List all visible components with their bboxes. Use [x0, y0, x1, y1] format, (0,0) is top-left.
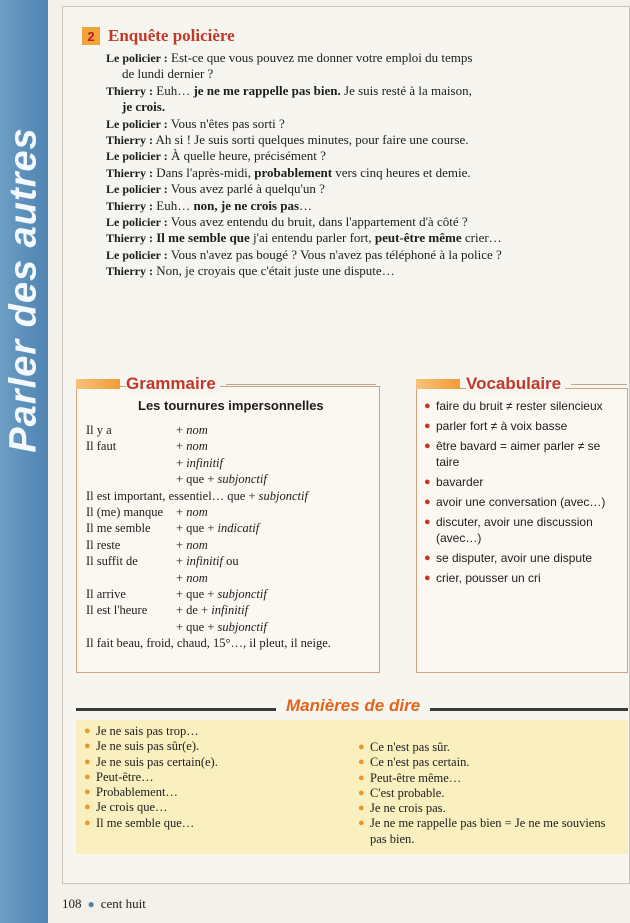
grammar-term: nom	[186, 423, 208, 437]
grammar-text: + que +	[176, 472, 218, 487]
grammaire-subtitle: Les tournures impersonnelles	[138, 398, 324, 413]
page-words: cent huit	[100, 896, 146, 911]
dialogue-line	[106, 181, 566, 197]
expression-item	[84, 785, 334, 800]
grammar-line	[86, 619, 376, 635]
grammar-term: subjonctif	[217, 619, 267, 634]
dialogue-line	[106, 198, 566, 214]
vocab-text: crier, pousser un cri	[436, 571, 541, 585]
grammar-complement	[176, 422, 376, 438]
bullet-icon: ●	[358, 771, 365, 784]
bullet-icon: ●	[84, 801, 91, 814]
expression-item	[84, 800, 334, 815]
grammar-full-text	[86, 488, 308, 504]
emphasized-phrase: peut-être même	[374, 230, 462, 246]
vocab-text: parler fort ≠ à voix basse	[436, 419, 568, 433]
grammar-construction: Il suffit de	[86, 554, 138, 569]
grammar-construction: Il (me) manque	[86, 505, 164, 520]
grammar-text: +	[176, 570, 187, 585]
grammar-term: subjonctif	[217, 587, 267, 602]
emphasized-phrase: non, je ne crois pas	[193, 197, 300, 213]
grammar-term: subjonctif	[217, 472, 267, 487]
emphasized-phrase: probablement	[254, 164, 333, 180]
expression-item	[358, 755, 608, 770]
vocabulaire-header-bar	[416, 379, 460, 389]
grammar-term: nom	[186, 570, 208, 585]
expression-item	[358, 801, 608, 816]
grammar-complement	[176, 471, 376, 487]
vocab-text: se disputer, avoir une dispute	[436, 551, 593, 565]
speaker-name: Thierry :	[106, 83, 153, 98]
dialogue-text: Euh…	[153, 82, 194, 98]
manieres-header	[76, 698, 628, 720]
dialogue-text: Vous n'êtes pas sorti ?	[167, 115, 285, 131]
grammar-complement	[176, 586, 376, 602]
vocabulaire-list	[424, 398, 620, 590]
grammar-complement	[176, 455, 376, 471]
bullet-icon: ●	[358, 741, 365, 753]
dialogue-text: Ah si ! Je suis sorti quelques minutes, pour faire une course.	[153, 132, 469, 148]
dialogue-line	[106, 247, 566, 263]
expression-item	[358, 816, 608, 847]
grammar-complement	[176, 602, 376, 618]
manieres-left-column	[84, 724, 334, 831]
vocab-text: être bavard = aimer parler ≠ se taire	[436, 439, 601, 469]
bullet-icon: ●	[424, 420, 431, 432]
bullet-icon: ●	[84, 770, 91, 783]
grammaire-header-rule	[226, 384, 376, 385]
grammar-term: indicatif	[217, 521, 260, 536]
grammar-construction: Il faut	[86, 439, 117, 454]
dialogue-line	[106, 116, 566, 132]
grammar-text: Il est important, essentiel… que +	[86, 488, 259, 503]
grammar-construction	[86, 619, 176, 635]
expression-item	[84, 755, 334, 770]
grammar-line	[86, 537, 376, 553]
speaker-name: Le policier :	[106, 247, 168, 262]
grammar-complement	[176, 537, 376, 553]
grammar-text: +	[176, 423, 187, 437]
speaker-name: Le policier :	[106, 215, 168, 230]
manieres-rule-left	[76, 708, 276, 711]
dialogue-line	[106, 148, 566, 164]
expression-text: Peut-être…	[96, 769, 154, 784]
grammar-construction	[86, 471, 176, 487]
grammar-text: +	[176, 505, 187, 520]
expression-text: Je crois que…	[96, 800, 168, 815]
bullet-icon: ●	[358, 817, 365, 830]
grammar-line	[86, 553, 376, 569]
side-strip	[0, 0, 48, 923]
expression-item	[84, 816, 334, 831]
section-number-badge: 2	[82, 27, 100, 45]
dialogue-text: crier…	[461, 230, 502, 246]
dialogue-text: Dans l'après-midi,	[153, 164, 255, 180]
grammar-full-text	[86, 635, 331, 651]
expression-item	[84, 770, 334, 785]
dialogue-continuation: de lundi dernier ?	[122, 66, 214, 82]
grammar-construction	[86, 570, 176, 586]
grammar-line	[86, 455, 376, 471]
grammar-complement	[176, 520, 376, 536]
bullet-icon: ●	[424, 440, 431, 452]
expression-text: Probablement…	[96, 785, 178, 800]
bullet-icon: ●	[84, 786, 91, 799]
grammar-text: +	[176, 439, 187, 454]
grammar-line	[86, 586, 376, 602]
vocab-text: avoir une conversation (avec…)	[436, 495, 606, 509]
speaker-name: Thierry :	[106, 264, 153, 279]
speaker-name: Le policier :	[106, 51, 168, 65]
grammar-text: +	[176, 537, 187, 552]
grammar-complement	[176, 570, 376, 586]
grammar-line	[86, 520, 376, 536]
page-number: 108	[62, 896, 82, 911]
grammar-line	[86, 422, 376, 438]
grammar-construction: Il arrive	[86, 587, 126, 602]
dialogue-line	[106, 165, 566, 181]
dialogue-text: Non, je croyais que c'était juste une dispute…	[153, 263, 395, 279]
grammar-construction	[86, 455, 176, 471]
expression-item	[84, 739, 334, 754]
grammaire-title: Grammaire	[126, 374, 220, 394]
grammar-line	[86, 471, 376, 487]
grammaire-header	[76, 374, 376, 394]
dialogue-text: …	[299, 197, 313, 213]
bullet-icon: ●	[84, 755, 91, 768]
grammar-construction: Il me semble	[86, 521, 151, 536]
vocab-item	[424, 398, 620, 414]
dialogue-text: Vous n'avez pas bougé ? Vous n'avez pas téléphoné à la police ?	[167, 246, 502, 262]
grammar-text: + que +	[176, 587, 218, 602]
dialogue-line	[106, 83, 566, 116]
grammar-text: ou	[223, 554, 239, 569]
expression-text: Ce n'est pas certain.	[370, 755, 470, 770]
grammar-construction: Il reste	[86, 537, 121, 552]
grammar-text: + de +	[176, 603, 212, 618]
expression-text: Je ne suis pas certain(e).	[96, 754, 218, 769]
vocab-text: faire du bruit ≠ rester silencieux	[436, 399, 603, 413]
grammar-construction: Il y a	[86, 423, 112, 437]
bullet-icon: ●	[358, 802, 365, 815]
grammar-complement	[176, 619, 376, 635]
grammar-text: +	[176, 554, 187, 569]
dialogue-text: Euh…	[153, 197, 194, 213]
grammaire-lines	[86, 422, 376, 652]
grammar-term: nom	[186, 505, 208, 520]
vocabulaire-header-rule	[571, 384, 627, 385]
speaker-name: Le policier :	[106, 149, 168, 164]
bullet-icon: ●	[424, 552, 431, 564]
dialogue-line	[106, 132, 566, 148]
expression-text: Je ne crois pas.	[370, 801, 446, 816]
section-title: Enquête policière	[108, 26, 235, 45]
expression-text: Je ne suis pas sûr(e).	[96, 739, 200, 754]
bullet-icon: ●	[424, 572, 431, 584]
side-label: Parler des autres	[2, 127, 45, 453]
grammar-line	[86, 635, 376, 651]
dialogue-text: vers cinq heures et demie.	[332, 164, 471, 180]
grammar-text: +	[176, 455, 187, 470]
emphasized-phrase: Il me semble que	[153, 230, 250, 246]
bullet-icon: ●	[84, 740, 91, 753]
manieres-rule-right	[430, 708, 628, 711]
manieres-title: Manières de dire	[280, 696, 426, 716]
vocab-text: bavarder	[436, 475, 484, 489]
manieres-right-column	[358, 740, 608, 847]
grammar-complement	[176, 504, 376, 520]
vocab-item	[424, 550, 620, 566]
grammar-term: nom	[186, 439, 208, 454]
grammar-complement	[176, 553, 376, 569]
grammar-text: + que +	[176, 619, 218, 634]
vocab-item	[424, 474, 620, 490]
expression-text: Peut-être même…	[370, 770, 462, 785]
dialogue-text: Vous avez parlé à quelqu'un ?	[167, 181, 325, 197]
speaker-name: Thierry :	[106, 231, 153, 246]
expression-text: Ce n'est pas sûr.	[370, 740, 451, 754]
grammar-complement	[176, 438, 376, 454]
dialogue-text: Est-ce que vous pouvez me donner votre emploi du temps	[167, 50, 473, 65]
bullet-icon: ●	[424, 400, 431, 412]
grammar-line	[86, 488, 376, 504]
vocab-text: discuter, avoir une discussion (avec…)	[436, 515, 593, 545]
dialogue-line	[106, 263, 566, 279]
bullet-icon: ●	[358, 786, 365, 799]
vocab-item	[424, 438, 620, 470]
grammar-term: infinitif	[186, 455, 223, 470]
dialogue-line	[106, 50, 566, 83]
bullet-icon: ●	[424, 476, 431, 488]
dialogue-line	[106, 214, 566, 230]
grammar-line	[86, 570, 376, 586]
expression-text: C'est probable.	[370, 785, 445, 800]
dialogue-text: j'ai entendu parler fort,	[249, 230, 375, 246]
grammar-text: + que +	[176, 521, 218, 536]
grammar-line	[86, 438, 376, 454]
grammar-term: infinitif	[186, 554, 223, 569]
expression-item	[358, 771, 608, 786]
page-footer	[62, 896, 146, 912]
expression-item	[84, 724, 334, 739]
grammar-line	[86, 504, 376, 520]
vocab-item	[424, 418, 620, 434]
grammar-term: nom	[186, 537, 208, 552]
bullet-icon: ●	[358, 756, 365, 769]
expression-item	[358, 786, 608, 801]
vocabulaire-title: Vocabulaire	[466, 374, 565, 394]
dialogue-text: À quelle heure, précisément ?	[167, 148, 326, 164]
expression-text: Je ne sais pas trop…	[96, 724, 199, 738]
footer-bullet-icon: ●	[87, 896, 95, 911]
grammar-text: Il fait beau, froid, chaud, 15°…, il pleut, il neige.	[86, 636, 331, 651]
section-header	[82, 26, 235, 46]
dialogue-text: Vous avez entendu du bruit, dans l'appartement d'à côté ?	[167, 214, 468, 230]
vocabulaire-header	[416, 374, 627, 394]
grammar-term: subjonctif	[258, 488, 308, 503]
vocab-item	[424, 514, 620, 546]
speaker-name: Thierry :	[106, 165, 153, 180]
bullet-icon: ●	[424, 496, 431, 508]
speaker-name: Thierry :	[106, 198, 153, 213]
bullet-icon: ●	[84, 725, 91, 737]
grammaire-header-bar	[76, 379, 120, 389]
bullet-icon: ●	[424, 516, 431, 528]
expression-text: Je ne me rappelle pas bien = Je ne me souviens pas bien.	[370, 816, 606, 846]
emphasized-phrase: je ne me rappelle pas bien.	[193, 82, 341, 98]
grammar-line	[86, 602, 376, 618]
speaker-name: Thierry :	[106, 133, 153, 148]
expression-text: Il me semble que…	[96, 815, 195, 830]
speaker-name: Le policier :	[106, 182, 168, 197]
grammar-construction: Il est l'heure	[86, 603, 148, 618]
dialogue-continuation: je crois.	[122, 99, 166, 115]
vocab-item	[424, 494, 620, 510]
dialogue	[106, 50, 566, 280]
bullet-icon: ●	[84, 816, 91, 829]
speaker-name: Le policier :	[106, 116, 168, 131]
dialogue-line	[106, 230, 566, 246]
expression-item	[358, 740, 608, 755]
grammar-term: infinitif	[211, 603, 249, 618]
vocab-item	[424, 570, 620, 586]
dialogue-text: Je suis resté à la maison,	[340, 82, 472, 98]
